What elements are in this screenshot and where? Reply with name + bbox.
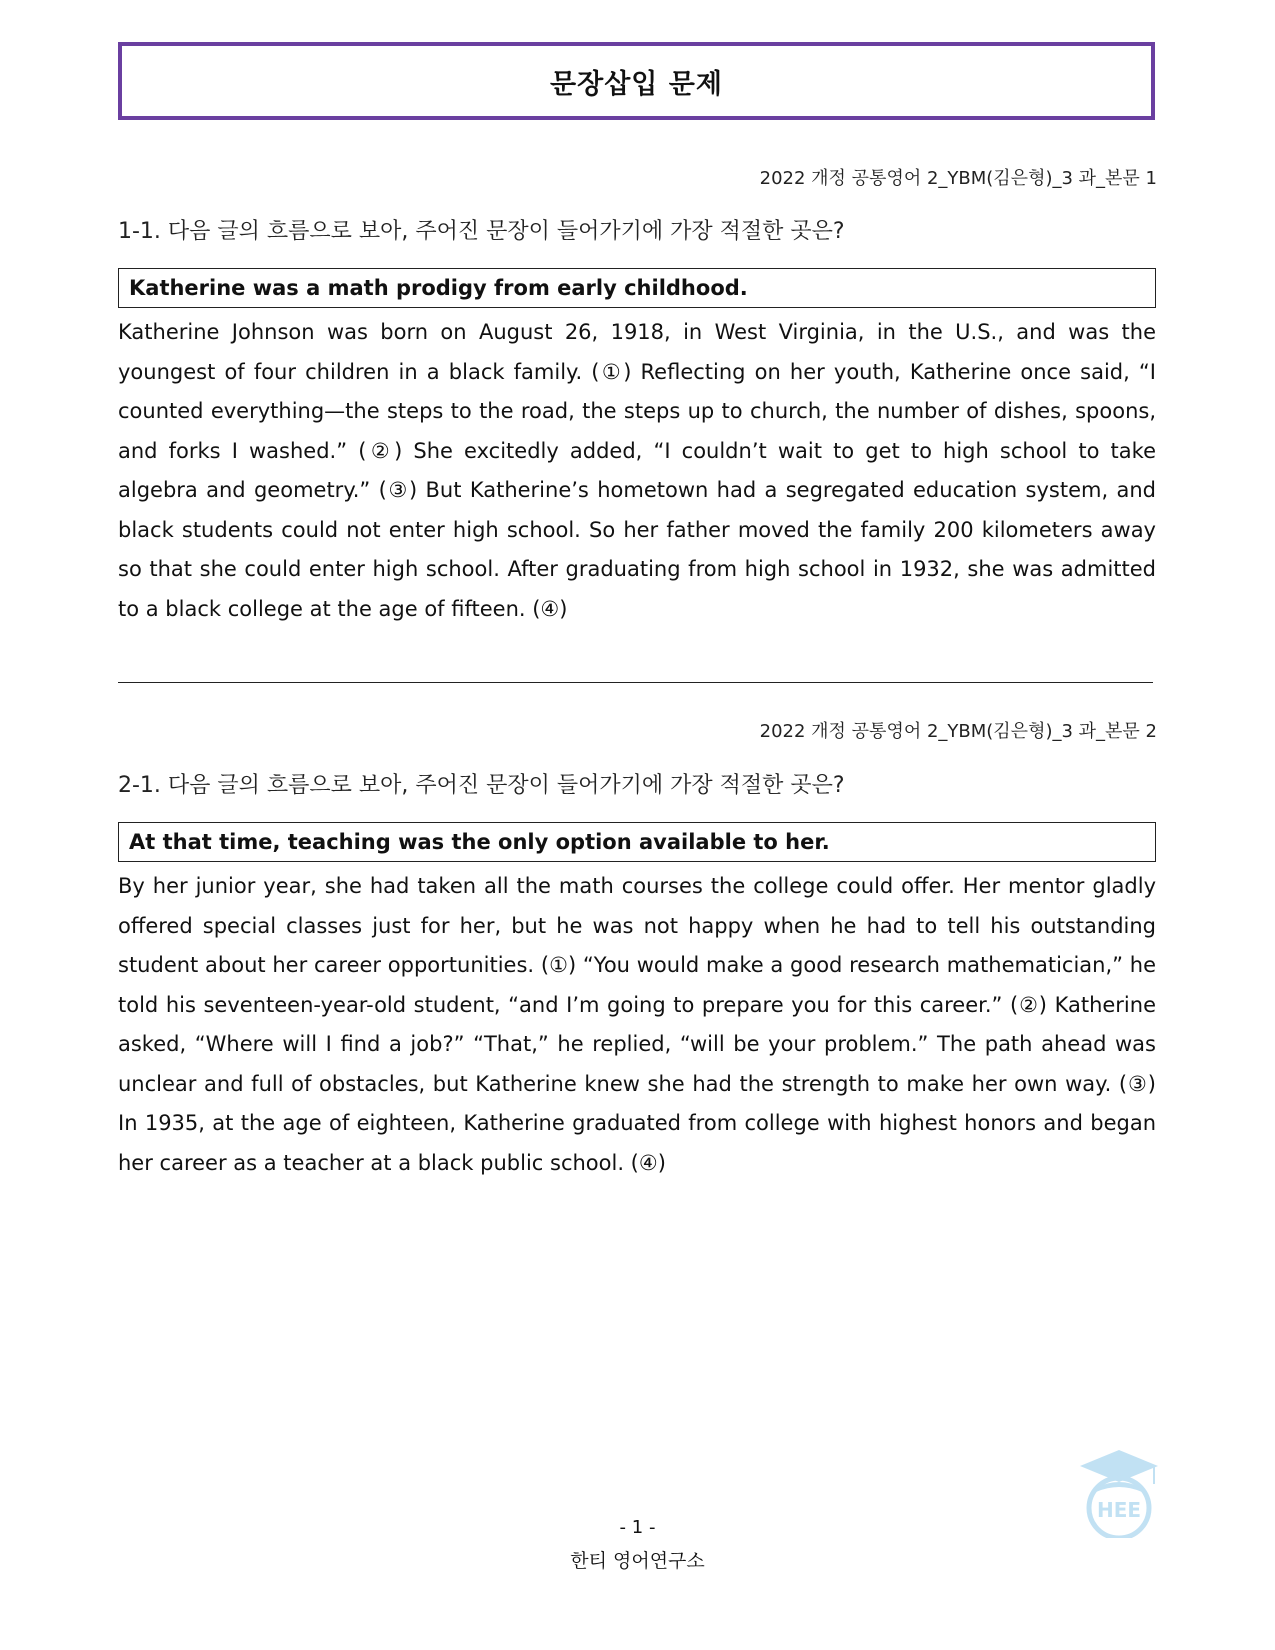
item-1-given-sentence: Katherine was a math prodigy from early childhood. (118, 268, 1156, 308)
item-1-passage: Katherine Johnson was born on August 26, 1918, in West Virginia, in the U.S., and was the youngest of four children in a black family. (①) Reflecting on her youth, Katherine once said, “I counted everything—the steps to the road, the steps up to church, the number of dishes, spoons, and forks I washed.” (②) She excitedly added, “I couldn’t wait to get to high school to take algebra and geometry.” (③) But Katherine’s hometown had a segregated education system, and black students could not enter high school. So her father moved the family 200 kilometers away so that she could enter high school. After graduating from high school in 1932, she was admitted to a black college at the age of fifteen. (④) (118, 320, 1156, 621)
item-1-question: 1-1. 다음 글의 흐름으로 보아, 주어진 문장이 들어가기에 가장 적절한 곳은? (118, 219, 845, 244)
section-divider (118, 682, 1153, 683)
item-1-source: 2022 개정 공통영어 2_YBM(김은형)_3 과_본문 1 (759, 168, 1157, 189)
footer-label: 한티 영어연구소 (570, 1550, 705, 1572)
logo-text: HEE (1096, 1498, 1142, 1522)
page-title: 문장삽입 문제 (550, 68, 723, 100)
page-title-box (118, 42, 1155, 120)
page-number: - 1 - (619, 1517, 656, 1538)
item-2-source: 2022 개정 공통영어 2_YBM(김은형)_3 과_본문 2 (759, 721, 1157, 742)
item-2-passage: By her junior year, she had taken all the math courses the college could offer. Her mentor gladly offered special classes just for her, but he was not happy when he had to tell his outstanding student about her career opportunities. (①) “You would make a good research mathematician,” he told his seventeen-year-old student, “and I’m going to prepare you for this career.” (②) Katherine asked, “Where will I find a job?” “That,” he replied, “will be your problem.” The path ahead was unclear and full of obstacles, but Katherine knew she had the strength to make her own way. (③) In 1935, at the age of eighteen, Katherine graduated from college with highest honors and began her career as a teacher at a black public school. (④) (118, 874, 1156, 1175)
item-2-question: 2-1. 다음 글의 흐름으로 보아, 주어진 문장이 들어가기에 가장 적절한 곳은? (118, 773, 845, 798)
item-2-given-sentence: At that time, teaching was the only option available to her. (118, 822, 1156, 862)
